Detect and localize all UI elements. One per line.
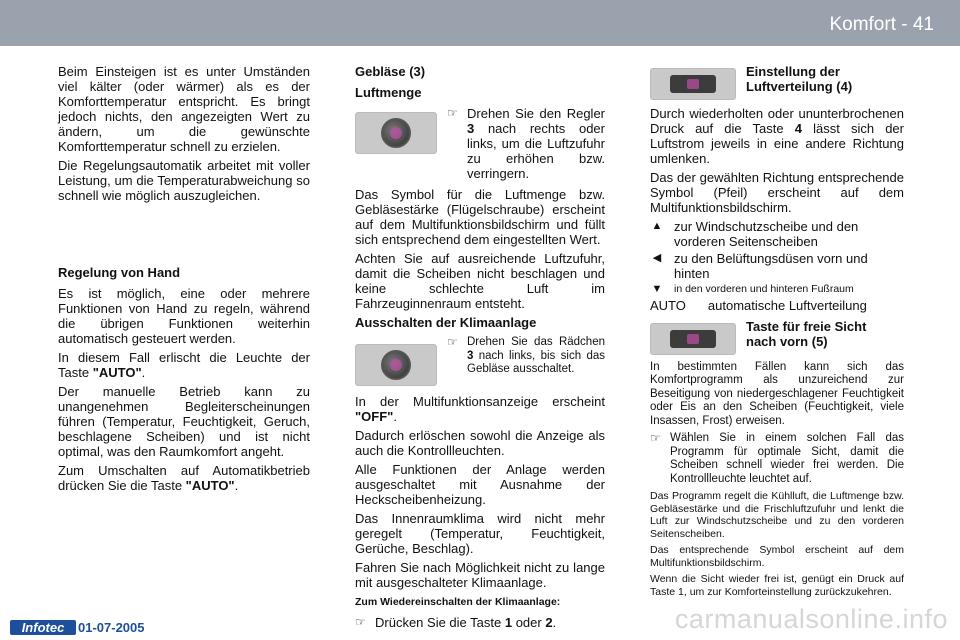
fan-knob-icon — [381, 118, 411, 148]
reactivate-instruction: ☞ Drücken Sie die Taste 1 oder 2. — [355, 614, 557, 630]
ac-off-paragraph-4: Das Innenraumklima wird nicht mehr geregelt (Temperatur, Feuchtigkeit, Gerüche, Beschlag). — [355, 511, 605, 556]
turn-instruction: ☞ Drehen Sie den Regler 3 nach rechts oder links, um die Luftzufuhr zu erhöhen bzw. verringern. — [447, 106, 605, 181]
clear-view-paragraph-4: Wenn die Sicht wieder frei ist, genügt ein Druck auf Taste 1, um zur Komforteinstellung zurückzukehren. — [650, 573, 904, 598]
ac-off-knob-image — [355, 344, 437, 386]
clear-view-instruction: ☞ Wählen Sie in einem solchen Fall das Programm für optimale Sicht, damit die Scheiben schnell wieder frei werden. Die Kontrollleuchte leuchtet auf. — [650, 431, 904, 485]
arrow-up-icon: ▲ — [651, 220, 663, 232]
arrow-option-vents: ◀ zu den Belüftungsdüsen vorn und hinten — [650, 251, 904, 281]
auto-label: AUTO — [650, 297, 686, 313]
pointing-hand-icon: ☞ — [355, 614, 366, 629]
auto-option — [650, 298, 904, 313]
arrow-option-footwell: ▼ in den vorderen und hinteren Fußraum — [651, 283, 854, 295]
clear-view-button-image — [650, 323, 736, 355]
arrow-left-icon: ◀ — [652, 252, 662, 264]
manual-paragraph-1: Es ist möglich, eine oder mehrere Funktionen von Hand zu regeln, während die übrigen Funktionen weiterhin automatisch gesteuert werden. — [58, 286, 310, 346]
airflow-heading: Luftmenge — [355, 85, 422, 100]
clear-view-heading-line-2: nach vorn (5) — [746, 333, 828, 349]
publication-date: 01-07-2005 — [78, 620, 145, 635]
manual-heading: Regelung von Hand — [58, 265, 181, 280]
manual-paragraph-2: In diesem Fall erlischt die Leuchte der Taste "AUTO". — [58, 350, 310, 380]
fan-knob-icon — [381, 350, 411, 380]
distribution-heading-line-2: Luftverteilung (4) — [746, 79, 853, 94]
reactivate-heading: Zum Wiedereinschalten der Klimaanlage: — [355, 596, 561, 608]
distribution-paragraph-2: Das der gewählten Richtung entsprechende Symbol (Pfeil) erscheint auf dem Multifunktionsbildschirm. — [650, 170, 904, 215]
clear-view-heading-line-1: Taste für freie Sicht — [746, 318, 867, 334]
intro-paragraph-1: Beim Einsteigen ist es unter Umständen viel kälter (oder wärmer) als es der Komforttemperatur entspricht. Es bringt jedoch nichts, den angezeigten Wert zu ändern, um die gewünschte Komforttemperatur schnell zu erzielen. — [58, 64, 310, 154]
column-right — [650, 64, 904, 602]
infotec-logo: Infotec — [10, 620, 76, 635]
pointing-hand-icon: ☞ — [447, 335, 458, 349]
watermark: carmanualsonline.info — [674, 604, 948, 634]
blower-paragraph-2: Achten Sie auf ausreichende Luftzufuhr, damit die Scheiben nicht beschlagen und keine schlechte Luft im Fahrzeuginnenraum entsteht. — [355, 251, 605, 311]
blower-paragraph-1: Das Symbol für die Luftmenge bzw. Gebläsestärke (Flügelschraube) erscheint auf dem Multifunktionsbildschirm und füllt sich entsprechend dem eingestellten Wert. — [355, 187, 605, 247]
ac-off-paragraph-3: Alle Funktionen der Anlage werden ausgeschaltet mit Ausnahme der Heckscheibenheizung. — [355, 462, 605, 507]
ac-off-paragraph-5: Fahren Sie nach Möglichkeit nicht zu lange mit ausgeschalteter Klimaanlage. — [355, 560, 605, 590]
intro-paragraph-2: Die Regelungsautomatik arbeitet mit voller Leistung, um die Temperaturabweichung so schnell wie möglich auszugleichen. — [58, 158, 310, 203]
manual-paragraph-4: Zum Umschalten auf Automatikbetrieb drücken Sie die Taste "AUTO". — [58, 463, 310, 493]
column-left — [58, 64, 310, 497]
pointing-hand-icon: ☞ — [650, 431, 661, 445]
distribution-heading-line-1: Einstellung der — [746, 64, 840, 79]
ac-off-heading: Ausschalten der Klimaanlage — [355, 315, 537, 330]
distribution-button-icon — [670, 75, 716, 93]
manual-paragraph-3: Der manuelle Betrieb kann zu unangenehmen Begleiterscheinungen führen (Temperatur, Feuchtigkeit, Geruch, beschlagene Scheiben) und ist nicht optimal, was den Raumkomfort angeht. — [58, 384, 310, 459]
blower-heading: Gebläse (3) — [355, 64, 426, 79]
air-distribution-button-image — [650, 68, 736, 100]
clear-view-paragraph-1: In bestimmten Fällen kann sich das Komfortprogramm als unzureichend zur Beseitigung von niedergeschlagener Feuchtigkeit oder Eis an den Scheiben (Feuchtigkeit, viele Insassen, Frost) erweisen. — [650, 360, 904, 427]
ac-off-paragraph-2: Dadurch erlöschen sowohl die Anzeige als auch die Kontrollleuchten. — [355, 428, 605, 458]
demist-button-icon — [670, 330, 716, 348]
off-instruction: ☞ Drehen Sie das Rädchen 3 nach links, bis sich das Gebläse ausschaltet. — [447, 336, 605, 388]
pointing-hand-icon: ☞ — [447, 106, 458, 120]
distribution-paragraph-1: Durch wiederholten oder ununterbrochenen Druck auf die Taste 4 lässt sich der Luftstrom jeweils in eine andere Richtung umlenken. — [650, 106, 904, 166]
auto-text: automatische Luftverteilung — [707, 297, 867, 313]
page-header — [0, 0, 960, 46]
clear-view-paragraph-3: Das entsprechende Symbol erscheint auf dem Multifunktionsbildschirm. — [650, 544, 904, 569]
page-title: Komfort - 41 — [829, 14, 934, 35]
ac-off-paragraph-1: In der Multifunktionsanzeige erscheint "OFF". — [355, 394, 605, 424]
arrow-option-windscreen: ▲ zur Windschutzscheibe und den vorderen Seitenscheiben — [651, 219, 859, 249]
column-middle — [355, 64, 605, 630]
blower-knob-image — [355, 112, 437, 154]
arrow-down-icon: ▼ — [651, 283, 663, 295]
clear-view-paragraph-2: Das Programm regelt die Kühlluft, die Luftmenge bzw. Gebläsestärke und die Frischluftzufuhr und lenkt die Luft zur Windschutzscheibe und zu den vorderen Seitenscheiben. — [650, 490, 904, 540]
